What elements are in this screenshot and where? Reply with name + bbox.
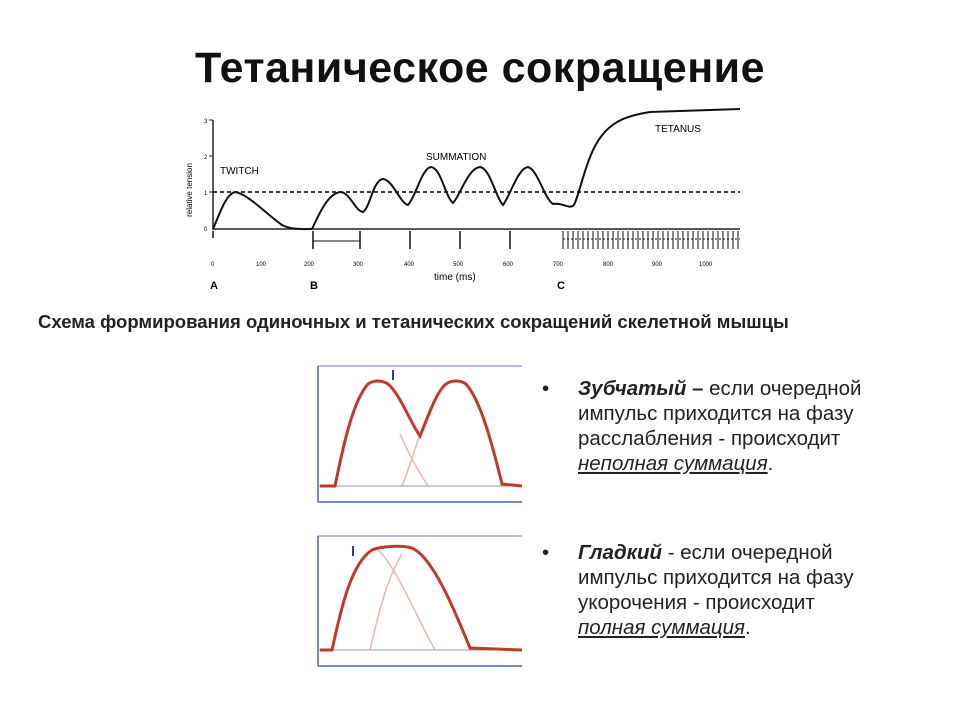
term-serrated: Зубчатый [578,377,687,400]
y-tick-label: 0 [204,227,208,233]
x-tick-label: 600 [503,262,514,268]
summation-label: SUMMATION [426,152,487,163]
figure-caption: Схема формирования одиночных и тетанических сокращений скелетной мышцы [38,311,789,332]
section-letter-a: A [210,280,218,292]
y-tick-label: 2 [204,155,208,161]
section-letter-c: C [557,280,565,292]
bullet-line: импульс приходится на фазу [578,402,854,425]
tetanus-chart [180,108,760,298]
x-tick-label: 100 [256,262,267,268]
incomplete-summation-term: неполная суммация [578,452,768,475]
summation-curve [312,167,574,229]
tetanus-label: TETANUS [655,124,701,135]
x-tick-label: 400 [404,262,415,268]
x-axis-label: time (ms) [434,272,476,283]
tetanus-stimulus-train [563,231,740,249]
twitch-curve [213,192,312,229]
faint-curve [400,434,428,486]
faint-curve [370,554,402,650]
y-axis-label: relative tension [185,163,194,217]
bullet-line: расслабления - происходит [578,427,841,450]
x-tick-label: 0 [211,262,215,268]
x-tick-label: 1000 [699,262,713,268]
bullet-end: . [767,452,774,475]
bullet-line: если очередной [709,377,862,400]
serrated-contraction-curve [320,381,522,486]
twitch-label: TWITCH [220,166,259,177]
x-tick-label: 700 [553,262,564,268]
slide-title: Тетаническое сокращение [194,44,766,92]
section-letter-b: B [310,280,318,292]
y-tick-label: 1 [204,191,208,197]
term-smooth: Гладкий [578,541,663,564]
x-tick-label: 900 [652,262,663,268]
x-tick-label: 500 [453,262,464,268]
incomplete-summation-panel [310,362,526,506]
complete-summation-term: полная суммация [578,616,745,639]
term-dash: - [662,541,681,564]
complete-summation-panel [310,534,526,670]
term-dash: – [686,377,710,400]
bullet-end: . [744,616,751,639]
bullet-line: если очередной [680,541,833,564]
smooth-contraction-curve [320,546,522,650]
y-tick-label: 3 [204,119,208,125]
x-tick-label: 300 [353,262,364,268]
x-tick-label: 800 [603,262,614,268]
x-tick-label: 200 [304,262,315,268]
bullet-marker: • [542,541,550,564]
faint-curve [402,434,420,486]
bullet-line: укорочения - происходит [578,591,815,614]
stimulus-markers [213,231,510,249]
bullet-line: импульс приходится на фазу [578,566,854,589]
faint-curve [378,550,435,650]
bullet-marker: • [542,377,550,400]
